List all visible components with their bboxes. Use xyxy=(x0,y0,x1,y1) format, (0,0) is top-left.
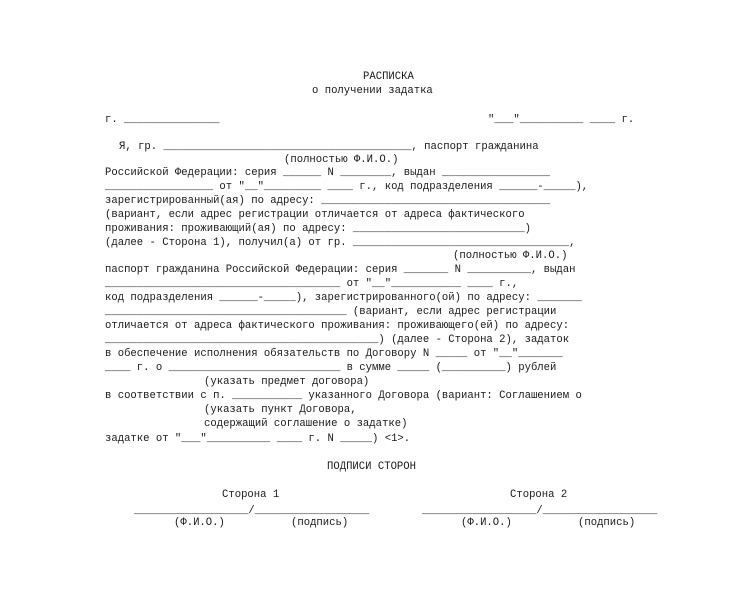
body-line: ______________________________________ (вариант, если адрес регистрации xyxy=(105,306,557,318)
body-line: проживания: проживающий(ая) по адресу: ___________________________) xyxy=(105,223,531,235)
city-line: г. _______________ xyxy=(105,114,220,126)
body-line: ___________________________________________) (далее - Сторона 2), задаток xyxy=(105,334,570,346)
party1-label: Сторона 1 xyxy=(222,489,280,501)
caption-fio: (полностью Ф.И.О.) xyxy=(453,250,568,262)
caption-subject: (указать предмет договора) xyxy=(204,376,370,388)
caption-fio: (полностью Ф.И.О.) xyxy=(284,154,399,166)
party2-sign-caption: (подпись) xyxy=(578,517,636,529)
date-line: "___"__________ ____ г. xyxy=(488,114,635,126)
body-line: Российской Федерации: серия ______ N ________, выдан _________________ xyxy=(105,167,551,179)
caption-clause: содержащий соглашение о задатке) xyxy=(204,418,408,430)
document-title: РАСПИСКА xyxy=(363,71,414,83)
party1-signature-line: __________________/__________________ xyxy=(134,505,370,517)
body-line: _____________________________________ от "__"___________ ____ г., xyxy=(105,278,519,290)
party1-fio-caption: (Ф.И.О.) xyxy=(174,517,225,529)
party2-label: Сторона 2 xyxy=(510,489,568,501)
body-line: код подразделения ______-_____), зарегистрированного(ой) по адресу: _______ xyxy=(105,292,582,304)
caption-clause: (указать пункт Договора, xyxy=(204,404,357,416)
signatures-heading: ПОДПИСИ СТОРОН xyxy=(327,461,417,473)
document-subtitle: о получении задатка xyxy=(312,85,433,97)
party2-fio-caption: (Ф.И.О.) xyxy=(461,517,512,529)
body-line: зарегистрированный(ая) по адресу: ____________________________________ xyxy=(105,195,551,207)
body-line: паспорт гражданина Российской Федерации: серия _______ N __________, выдан xyxy=(105,264,576,276)
party1-sign-caption: (подпись) xyxy=(291,517,349,529)
body-line: (вариант, если адрес регистрации отличается от адреса фактического xyxy=(105,209,525,221)
body-line: задатке от "___"__________ ____ г. N _____) <1>. xyxy=(105,433,411,445)
body-line: ____ г. о ___________________________ в сумме _____ (__________) рублей xyxy=(105,362,557,374)
body-line: в соответствии с п. ___________ указанного Договора (вариант: Соглашением о xyxy=(105,390,582,402)
party2-signature-line: __________________/__________________ xyxy=(422,505,658,517)
body-line: отличается от адреса фактического проживания: проживающего(ей) по адресу: xyxy=(105,320,570,332)
body-line: (далее - Сторона 1), получил(а) от гр. __________________________________, xyxy=(105,237,576,249)
body-line: Я, гр. _______________________________________, паспорт гражданина xyxy=(119,141,539,153)
body-line: в обеспечение исполнения обязательств по Договору N _____ от "__"_______ xyxy=(105,348,563,360)
body-line: _________________ от "__"_________ ____ г., код подразделения ______-_____), xyxy=(105,181,589,193)
